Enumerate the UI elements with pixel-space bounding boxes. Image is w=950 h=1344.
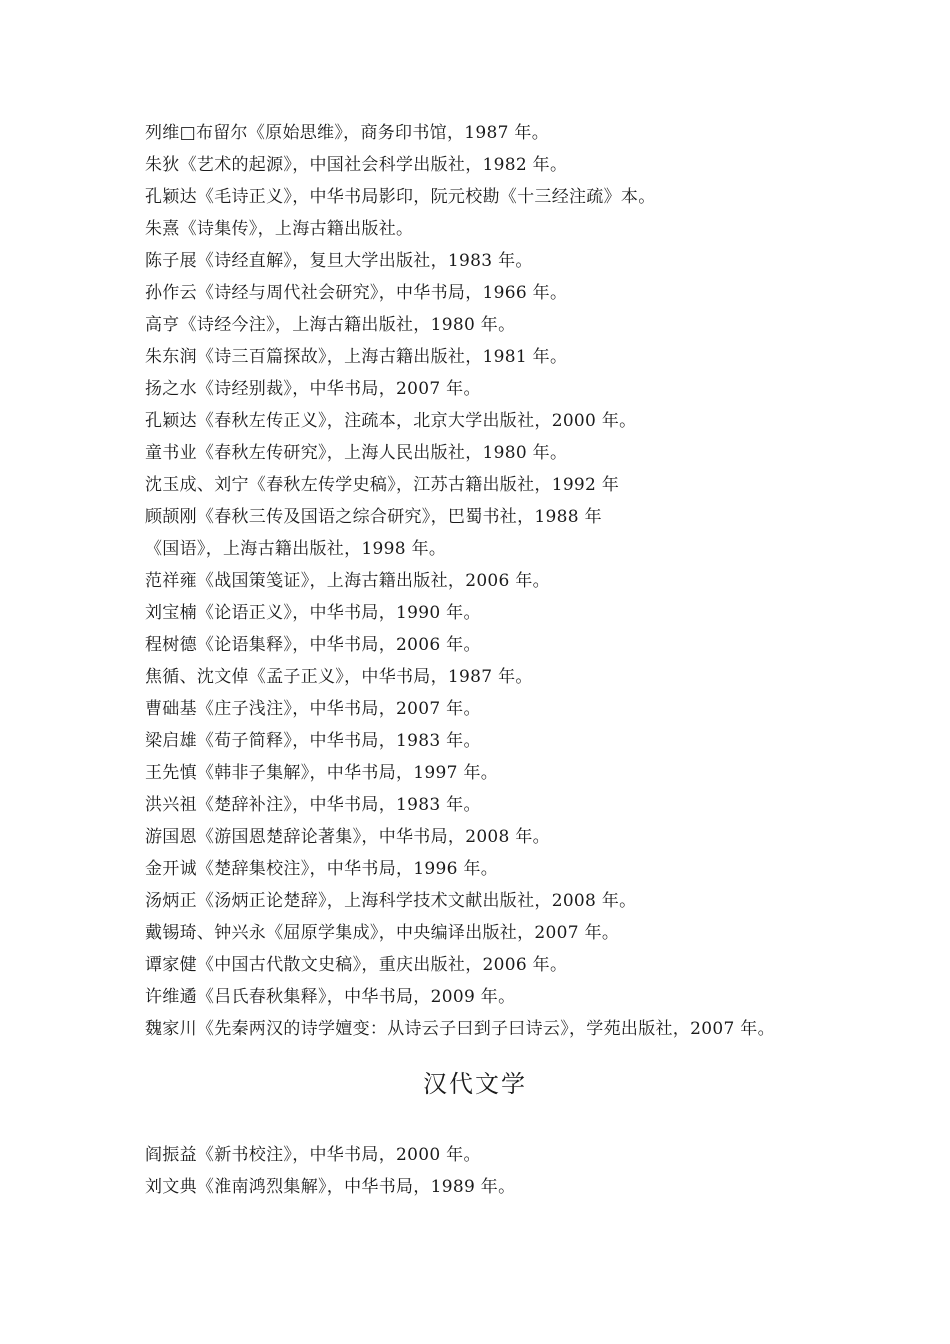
reference-entry: 孔颖达《毛诗正义》，中华书局影印，阮元校勘《十三经注疏》本。 [145, 187, 656, 207]
reference-entry: 汤炳正《汤炳正论楚辞》，上海科学技术文献出版社，2008 年。 [145, 891, 637, 911]
reference-entry: 朱东润《诗三百篇探故》，上海古籍出版社，1981 年。 [145, 347, 568, 367]
reference-entry: 列维□布留尔《原始思维》，商务印书馆，1987 年。 [145, 123, 550, 143]
reference-entry: 谭家健《中国古代散文史稿》，重庆出版社，2006 年。 [145, 955, 568, 975]
reference-list [145, 117, 925, 1045]
reference-entry: 金开诚《楚辞集校注》，中华书局，1996 年。 [145, 859, 499, 879]
reference-entry: 朱熹《诗集传》，上海古籍出版社。 [145, 219, 414, 239]
section-heading: 汉代文学 [423, 1070, 527, 1098]
reference-entry: 梁启雄《荀子简释》，中华书局，1983 年。 [145, 731, 481, 751]
reference-entry: 扬之水《诗经别裁》，中华书局，2007 年。 [145, 379, 481, 399]
reference-entry: 程树德《论语集释》，中华书局，2006 年。 [145, 635, 481, 655]
reference-entry: 焦循、沈文倬《孟子正义》，中华书局，1987 年。 [145, 667, 533, 687]
reference-entry: 刘文典《淮南鸿烈集解》，中华书局，1989 年。 [145, 1177, 516, 1197]
reference-entry: 许维遹《吕氏春秋集释》，中华书局，2009 年。 [145, 987, 516, 1007]
reference-entry: 《国语》，上海古籍出版社，1998 年。 [145, 539, 447, 559]
reference-entry: 游国恩《游国恩楚辞论著集》，中华书局，2008 年。 [145, 827, 550, 847]
reference-entry: 陈子展《诗经直解》，复旦大学出版社，1983 年。 [145, 251, 533, 271]
reference-entry: 高亨《诗经今注》，上海古籍出版社，1980 年。 [145, 315, 516, 335]
reference-entry: 孙作云《诗经与周代社会研究》，中华书局，1966 年。 [145, 283, 568, 303]
reference-entry: 顾颉刚《春秋三传及国语之综合研究》，巴蜀书社，1988 年 [145, 507, 602, 527]
reference-entry: 沈玉成、刘宁《春秋左传学史稿》，江苏古籍出版社，1992 年 [145, 475, 620, 495]
reference-entry: 孔颖达《春秋左传正义》，注疏本，北京大学出版社，2000 年。 [145, 411, 637, 431]
reference-entry: 王先慎《韩非子集解》，中华书局，1997 年。 [145, 763, 499, 783]
reference-entry: 戴锡琦、钟兴永《屈原学集成》，中央编译出版社，2007 年。 [145, 923, 620, 943]
reference-entry: 范祥雍《战国策笺证》，上海古籍出版社，2006 年。 [145, 571, 550, 591]
reference-entry: 魏家川《先秦两汉的诗学嬗变：从诗云子曰到子曰诗云》，学苑出版社，2007 年。 [145, 1019, 775, 1039]
reference-entry: 阎振益《新书校注》，中华书局，2000 年。 [145, 1145, 481, 1165]
reference-entry: 童书业《春秋左传研究》，上海人民出版社，1980 年。 [145, 443, 568, 463]
reference-entry: 洪兴祖《楚辞补注》，中华书局，1983 年。 [145, 795, 481, 815]
reference-entry: 朱狄《艺术的起源》，中国社会科学出版社，1982 年。 [145, 155, 568, 175]
reference-entry: 刘宝楠《论语正义》，中华书局，1990 年。 [145, 603, 481, 623]
reference-entry: 曹础基《庄子浅注》，中华书局，2007 年。 [145, 699, 481, 719]
reference-list-han [145, 1139, 925, 1203]
